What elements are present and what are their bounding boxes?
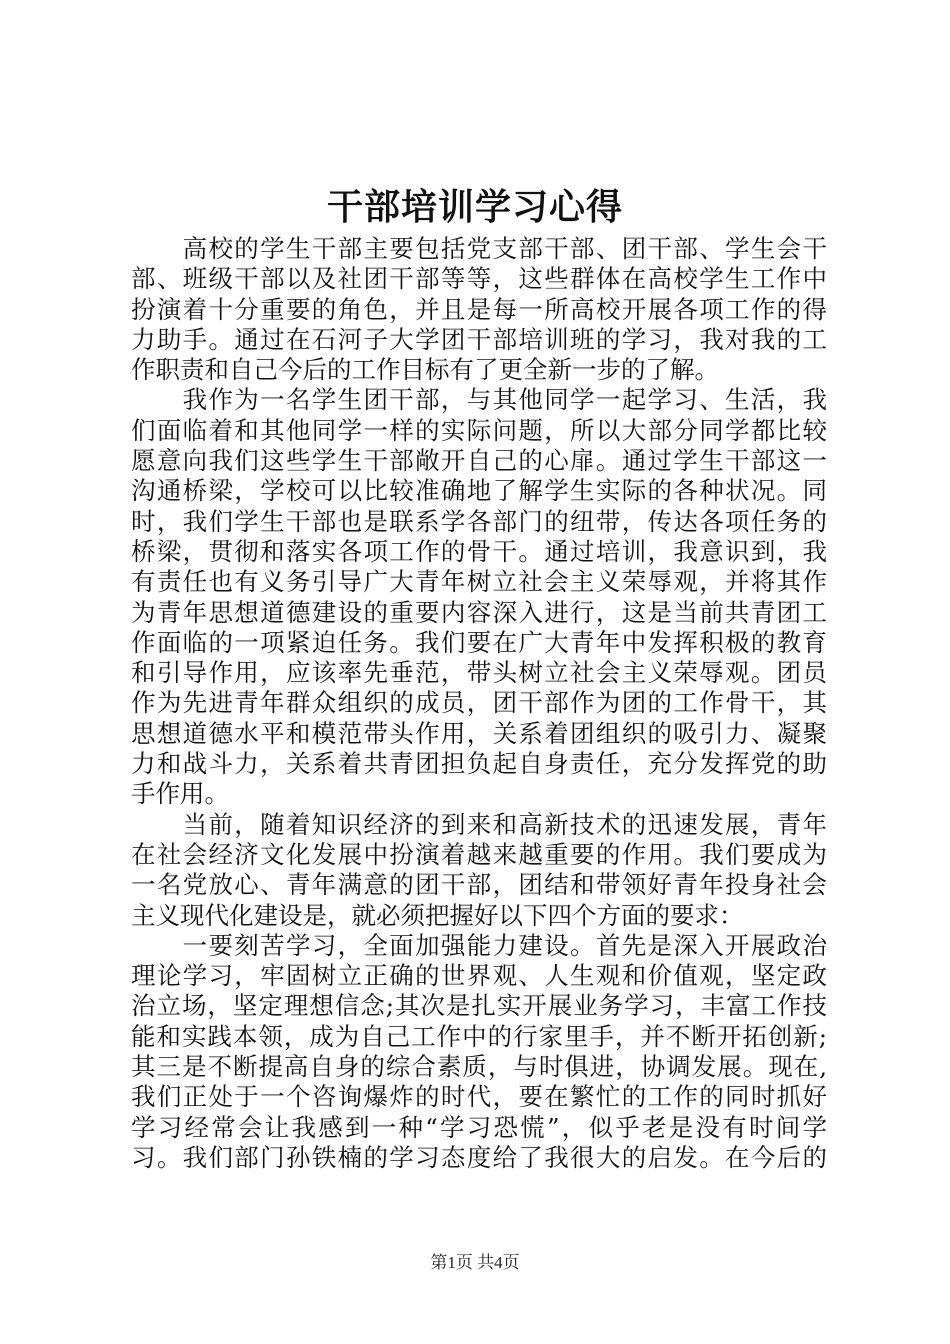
text-line: 和引导作用，应该率先垂范，带头树立社会主义荣辱观。团员 [131, 658, 827, 688]
text-line: 作职责和自己今后的工作目标有了更全新一步的了解。 [131, 355, 719, 385]
text-line: 有责任也有义务引导广大青年树立社会主义荣辱观，并将其作 [131, 567, 827, 597]
text-line: 其三是不断提高自身的综合素质，与时俱进，协调发展。现在, [131, 1052, 827, 1082]
text-line: 们面临着和其他同学一样的实际问题，所以大部分同学都比较 [131, 415, 827, 445]
text-line: 力助手。通过在石河子大学团干部培训班的学习，我对我的工 [131, 324, 827, 354]
text-line: 部、班级干部以及社团干部等等，这些群体在高校学生工作中 [131, 264, 827, 294]
text-line: 理论学习，牢固树立正确的世界观、人生观和价值观，坚定政 [131, 961, 827, 991]
text-line: 作面临的一项紧迫任务。我们要在广大青年中发挥积极的教育 [131, 627, 827, 657]
text-line: 思想道德水平和模范带头作用，关系着团组织的吸引力、凝聚 [131, 718, 827, 748]
text-line: 为青年思想道德建设的重要内容深入进行，这是当前共青团工 [131, 597, 827, 627]
text-line: 时，我们学生干部也是联系学各部门的纽带，传达各项任务的 [131, 506, 827, 536]
text-line: 学习经常会让我感到一种“学习恐慌”，似乎老是没有时间学 [131, 1112, 827, 1142]
text-line: 高校的学生干部主要包括党支部干部、团干部、学生会干 [131, 234, 827, 263]
text-line: 扮演着十分重要的角色，并且是每一所高校开展各项工作的得 [131, 294, 827, 324]
text-line: 习。我们部门孙铁楠的学习态度给了我很大的启发。在今后的 [131, 1142, 827, 1172]
text-line: 沟通桥梁，学校可以比较准确地了解学生实际的各种状况。同 [131, 476, 827, 506]
text-line: 作为先进青年群众组织的成员，团干部作为团的工作骨干，其 [131, 688, 827, 718]
text-line: 力和战斗力，关系着共青团担负起自身责任，充分发挥党的助 [131, 749, 827, 779]
text-line: 手作用。 [131, 779, 229, 809]
text-line: 愿意向我们这些学生干部敞开自己的心扉。通过学生干部这一 [131, 446, 827, 476]
text-line: 能和实践本领，成为自己工作中的行家里手，并不断开拓创新; [131, 1021, 827, 1051]
text-line: 治立场，坚定理想信念;其次是扎实开展业务学习，丰富工作技 [131, 991, 827, 1021]
text-line: 我们正处于一个咨询爆炸的时代，要在繁忙的工作的同时抓好 [131, 1082, 827, 1112]
text-line: 主义现代化建设是，就必须把握好以下四个方面的要求： [131, 900, 744, 930]
text-line: 一名党放心、青年满意的团干部，团结和带领好青年投身社会 [131, 870, 827, 900]
text-line: 一要刻苦学习，全面加强能力建设。首先是深入开展政治 [131, 930, 827, 960]
document-body [131, 234, 827, 1173]
document-title: 干部培训学习心得 [326, 186, 623, 228]
text-line: 桥梁，贯彻和落实各项工作的骨干。通过培训，我意识到，我 [131, 536, 827, 566]
text-line: 在社会经济文化发展中扮演着越来越重要的作用。我们要成为 [131, 839, 827, 869]
text-line: 当前，随着知识经济的到来和高新技术的迅速发展，青年 [131, 809, 827, 839]
page-footer: 第1页 共4页 [430, 1253, 520, 1272]
text-line: 我作为一名学生团干部，与其他同学一起学习、生活，我 [131, 385, 827, 415]
